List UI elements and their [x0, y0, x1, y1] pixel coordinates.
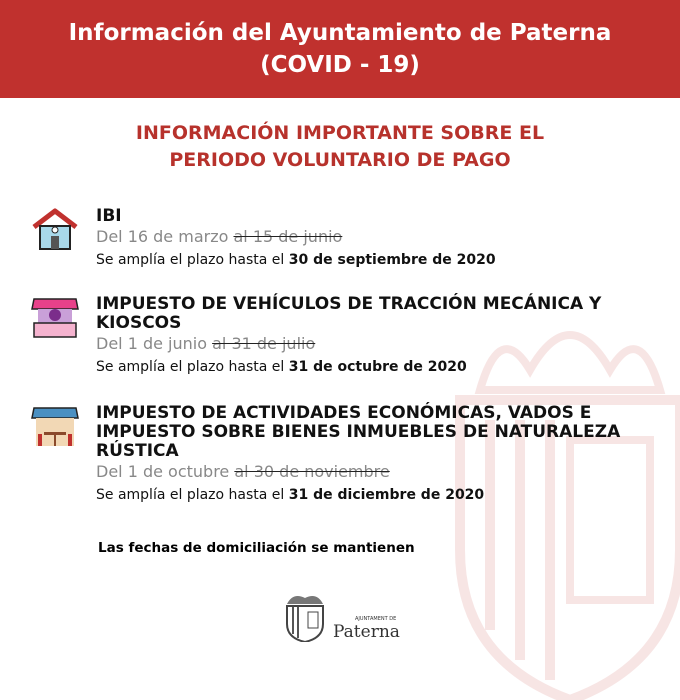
- item-extension: Se amplía el plazo hasta el 30 de septiembre de 2020: [96, 252, 496, 268]
- header-title: Información del Ayuntamiento de Paterna: [68, 20, 612, 46]
- header-subtitle: (COVID - 19): [260, 52, 420, 78]
- new-deadline: 31 de diciembre de 2020: [288, 487, 485, 503]
- section-heading-line2: PERIODO VOLUNTARIO DE PAGO: [169, 149, 511, 171]
- new-deadline: 30 de septiembre de 2020: [288, 252, 496, 268]
- kiosk-icon: [30, 295, 80, 339]
- old-deadline: al 31 de julio: [212, 334, 316, 353]
- old-deadline: al 15 de junio: [233, 227, 343, 246]
- item-title: IMPUESTO DE VEHÍCULOS DE TRACCIÓN MECÁNICA Y KIOSCOS: [96, 294, 602, 333]
- tax-item-ibi: [30, 207, 496, 272]
- item-title: IMPUESTO DE ACTIVIDADES ECONÓMICAS, VADOS E IMPUESTO SOBRE BIENES INMUEBLES DE NATURALEZA RÚSTICA: [96, 403, 621, 461]
- header-banner: [0, 0, 680, 98]
- logo-small-text: AJUNTAMENT DE: [355, 616, 397, 622]
- item-period: Del 1 de octubre al 30 de noviembre: [96, 462, 390, 481]
- tax-item-actividades: [30, 404, 636, 507]
- new-deadline: 31 de octubre de 2020: [288, 359, 467, 375]
- section-heading-line1: INFORMACIÓN IMPORTANTE SOBRE EL: [135, 122, 545, 144]
- direct-debit-note: Las fechas de domiciliación se mantienen: [98, 540, 415, 556]
- item-extension: Se amplía el plazo hasta el 31 de diciembre de 2020: [96, 487, 485, 503]
- old-deadline: al 30 de noviembre: [234, 462, 390, 481]
- item-title: IBI: [96, 206, 122, 226]
- item-period: Del 16 de marzo al 15 de junio: [96, 227, 343, 246]
- item-period: Del 1 de junio al 31 de julio: [96, 334, 316, 353]
- house-icon: [30, 207, 80, 251]
- section-heading: [0, 120, 680, 174]
- ayuntamiento-logo: [283, 592, 400, 642]
- cafe-terrace-icon: [30, 404, 80, 448]
- logo-name: Paterna: [333, 622, 400, 642]
- tax-item-vehiculos: [30, 295, 656, 379]
- coat-of-arms-icon: [283, 592, 327, 642]
- item-extension: Se amplía el plazo hasta el 31 de octubre de 2020: [96, 359, 467, 375]
